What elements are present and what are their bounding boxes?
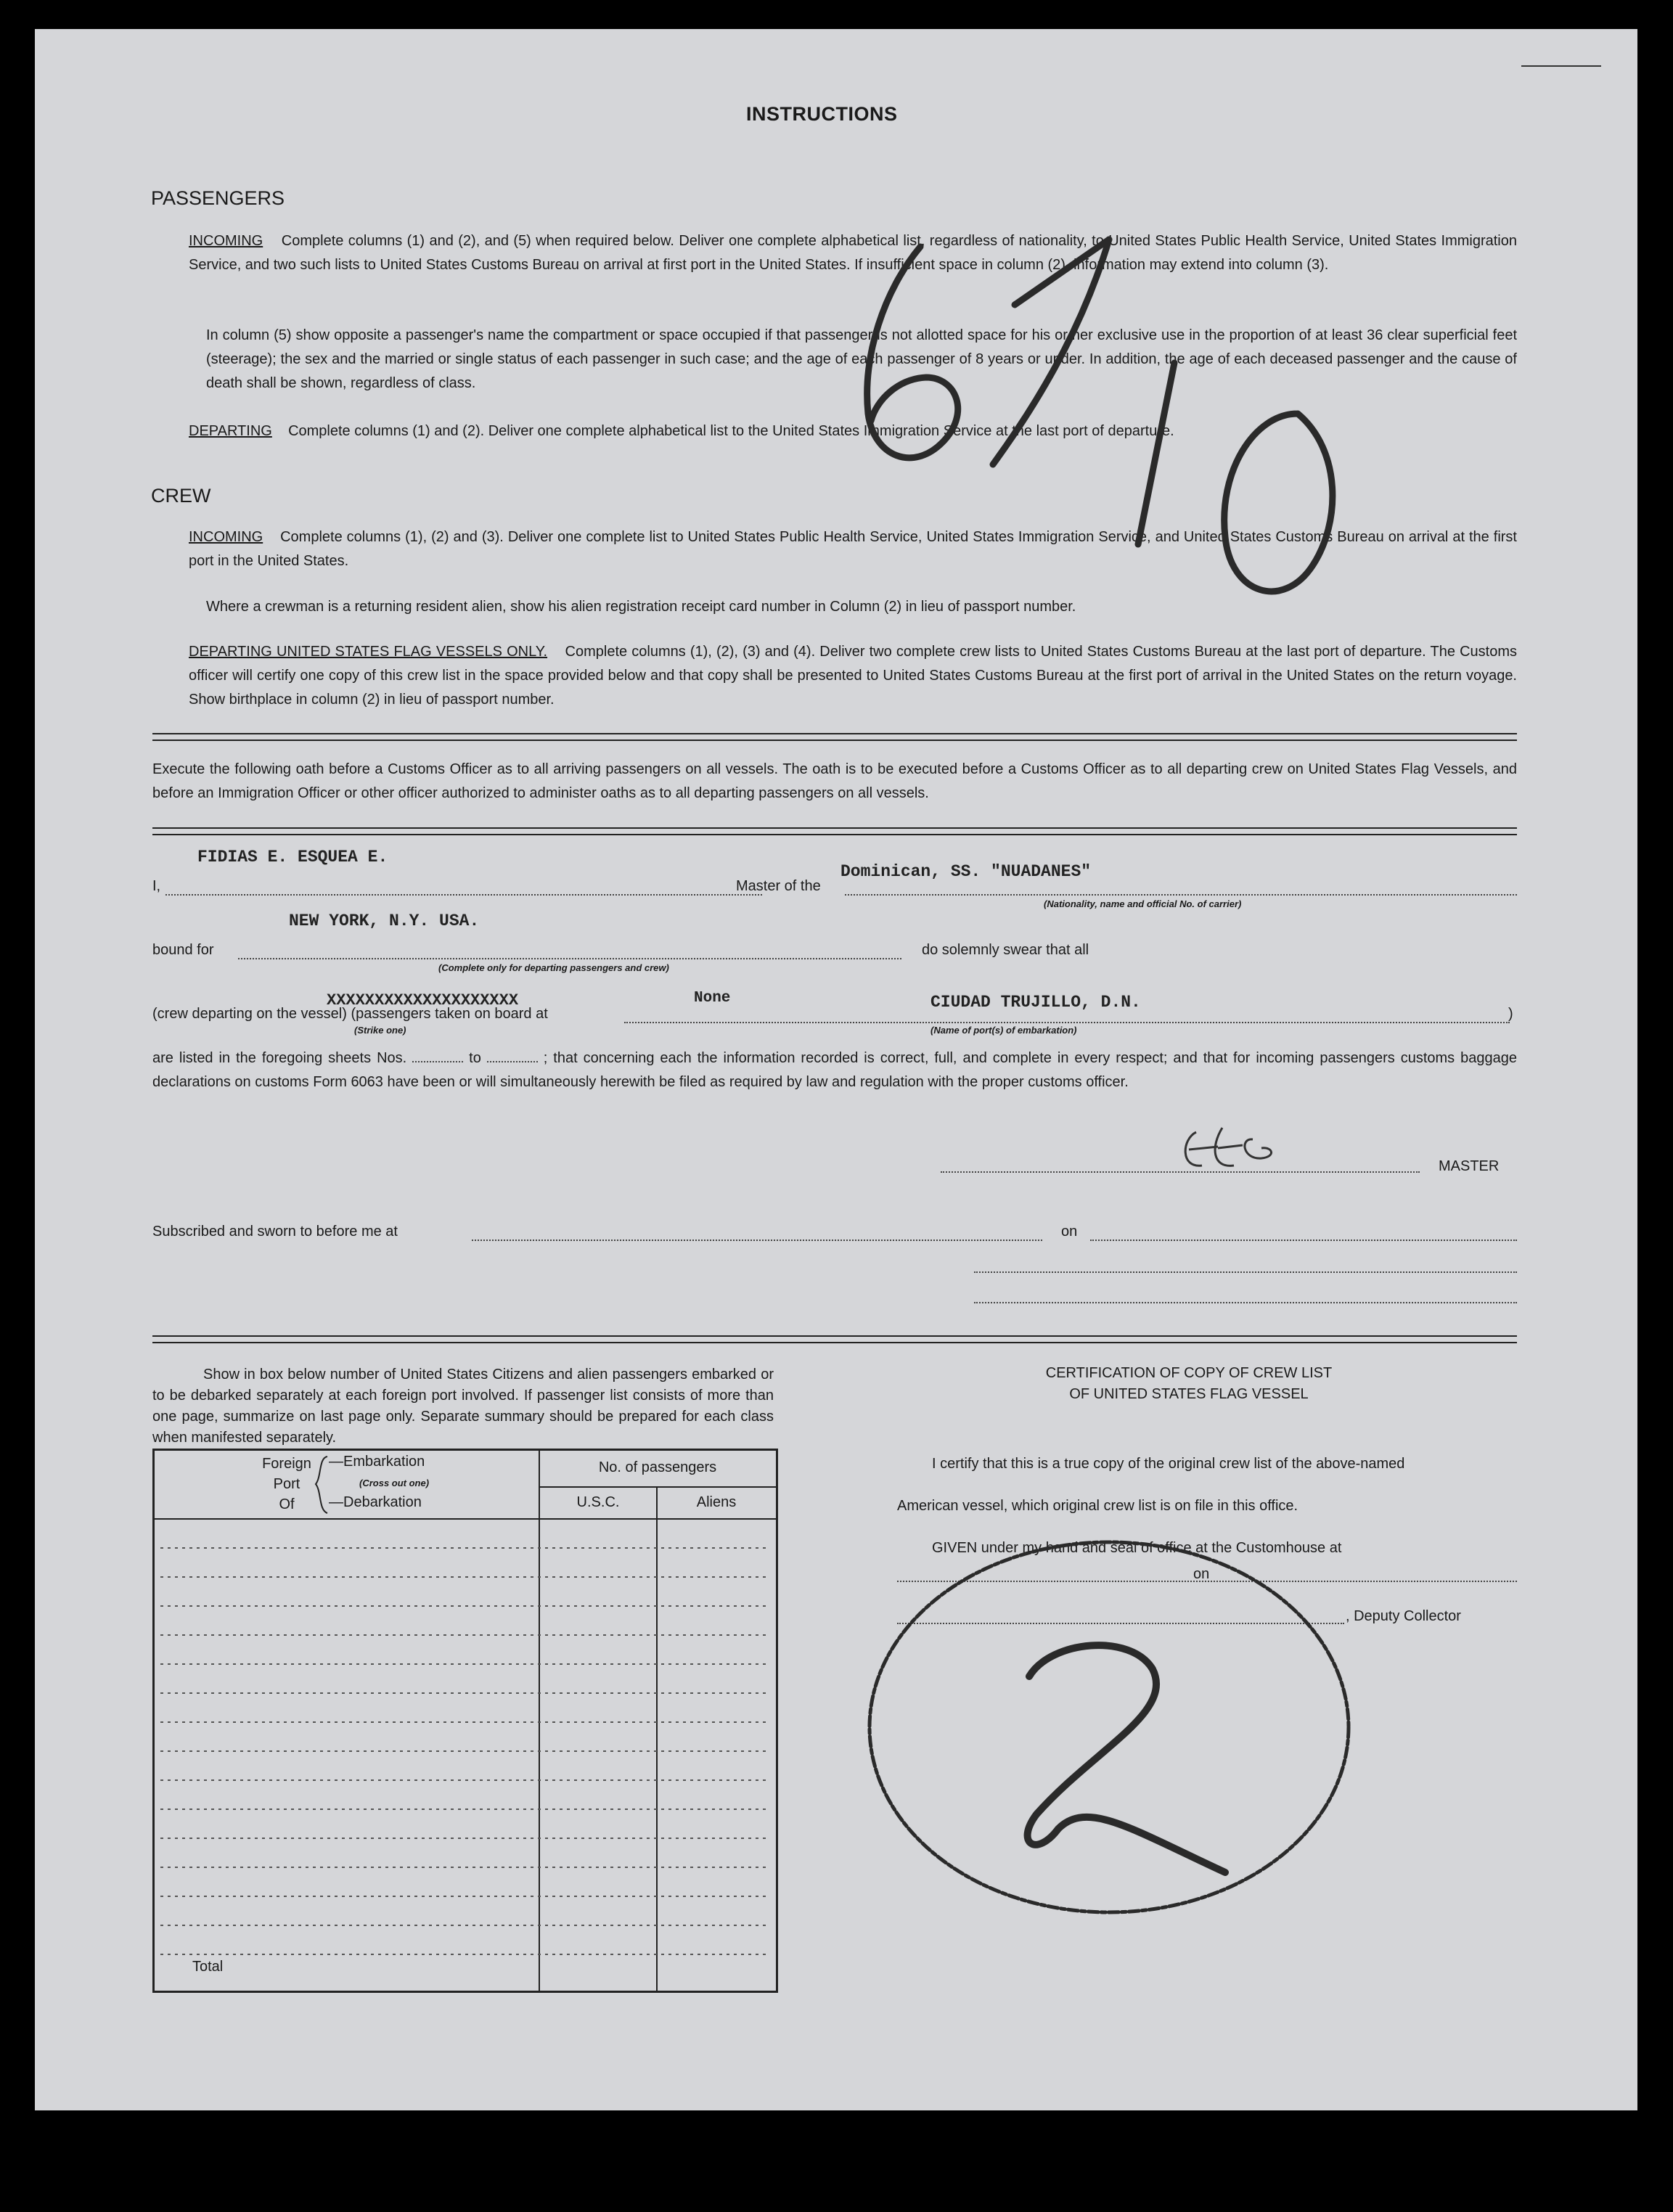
- listed-text-a: are listed in the foregoing sheets Nos.: [152, 1050, 407, 1066]
- embarkation-option[interactable]: —Embarkation: [329, 1454, 425, 1470]
- struck-out-value: XXXXXXXXXXXXXXXXXXXX: [327, 991, 519, 1009]
- certification-title-line-1: CERTIFICATION OF COPY OF CREW LIST: [1045, 1365, 1333, 1381]
- passengers-incoming-text: Complete columns (1) and (2), and (5) when required below. Deliver one complete alphabetical list, regardless of nationality, to United States Public Health Service, United States Immigration Service, and two such lists to United States Customs Bureau on arrival at first port in the United States. If insufficient space in column (2), information may extend into column (3).: [189, 233, 1517, 273]
- vessel-line[interactable]: [845, 894, 1517, 896]
- passengers-departing-label: DEPARTING: [189, 423, 272, 439]
- port-line[interactable]: [624, 1022, 1510, 1023]
- certification-title: [855, 1363, 1523, 1405]
- certification-on-label: on: [1193, 1566, 1210, 1582]
- no-passengers-header: No. of passengers: [598, 1459, 717, 1475]
- listed-paragraph: [152, 1046, 1517, 1094]
- summary-instructions: Show in box below number of United States Citizens and alien passengers embarked or to be debarked separately at each foreign port involved. If passenger list consists of more than one page, summarize on last page only. Separate summary should be prepared for each class when manifested separately.: [152, 1367, 774, 1446]
- certify-text-b: American vessel, which original crew list is on file in this office.: [897, 1498, 1298, 1514]
- aliens-header: Aliens: [696, 1494, 737, 1510]
- officer-signature-line-2[interactable]: [974, 1302, 1517, 1303]
- oath-intro: Execute the following oath before a Customs Officer as to all arriving passengers on all vessels. The oath is to be executed before a Customs Officer as to all departing crew on United States Flag Vessels, and before an Immigration Officer or other officer authorized to administer oaths as to all departing passengers on all vessels.: [152, 761, 1517, 801]
- bound-caption: (Complete only for departing passengers and crew): [438, 962, 669, 973]
- crew-resident-paragraph: Where a crewman is a returning resident alien, show his alien registration receipt card number in Column (2) in lieu of passport number.: [206, 599, 1076, 615]
- summary-divider: [152, 1335, 1517, 1343]
- swear-label: do solemnly swear that all: [922, 942, 1089, 958]
- crew-heading: CREW: [151, 485, 211, 507]
- vessel-value: Dominican, SS. "NUADANES": [840, 862, 1092, 881]
- foreign-word: Foreign: [262, 1456, 311, 1472]
- certification-title-line-2: OF UNITED STATES FLAG VESSEL: [1069, 1386, 1309, 1402]
- of-word: Of: [279, 1496, 295, 1512]
- page-title: INSTRUCTIONS: [746, 103, 898, 125]
- vessel-caption: (Nationality, name and official No. of carrier): [1044, 898, 1242, 909]
- officer-signature-line-1[interactable]: [974, 1271, 1517, 1273]
- crew-incoming-text: Complete columns (1), (2) and (3). Deliver one complete list to United States Public Health Service, United States Immigration Service, and United States Customs Bureau on arrival at the first port in the United States.: [189, 529, 1517, 569]
- subscribed-label: Subscribed and sworn to before me at: [152, 1224, 398, 1240]
- handwritten-page-fraction: [833, 232, 1399, 639]
- subscribed-date-line[interactable]: [1090, 1240, 1517, 1241]
- document-page: [35, 29, 1637, 2110]
- strike-caption: (Strike one): [354, 1025, 406, 1036]
- crew-departing-label: DEPARTING UNITED STATES FLAG VESSELS ONLY.: [189, 644, 548, 660]
- bound-for-value: NEW YORK, N.Y. USA.: [289, 912, 480, 930]
- port-value: CIUDAD TRUJILLO, D.N.: [930, 993, 1141, 1012]
- passengers-departing-text: Complete columns (1) and (2). Deliver one complete alphabetical list to the United States Immigration Service at the last port of departure.: [288, 423, 1174, 439]
- crew-departing-text: Complete columns (1), (2), (3) and (4). Deliver two complete crew lists to United States Customs Bureau at the last port of departure. The Customs officer will certify one copy of this crew list in the space provided below and that copy shall be presented to United States Customs Bureau at the first port of arrival in the United States on the return voyage. Show birthplace in column (2) in lieu of passport number.: [189, 644, 1517, 708]
- master-name-line[interactable]: [165, 894, 762, 896]
- none-value: None: [694, 990, 731, 1007]
- sheet-to-field[interactable]: [487, 1061, 538, 1062]
- to-label: to: [469, 1050, 481, 1066]
- given-text: GIVEN under my hand and seal of office at the Customhouse at: [932, 1540, 1342, 1556]
- total-label: Total: [192, 1959, 224, 1975]
- bound-for-line[interactable]: [238, 958, 901, 959]
- listed-text-b: ; that concerning each the information recorded is correct, full, and complete in every respect; and that for incoming passengers customs baggage declarations on customs Form 6063 have been or will simultaneously herewith be filed as required by law and regulation with the proper customs officer.: [152, 1050, 1517, 1090]
- certify-text-a: I certify that this is a true copy of the original crew list of the above-named: [932, 1456, 1405, 1472]
- cross-out-caption: (Cross out one): [359, 1478, 430, 1488]
- subscribed-on-label: on: [1061, 1224, 1078, 1240]
- master-label: MASTER: [1439, 1158, 1500, 1174]
- close-paren: ): [1508, 1006, 1513, 1022]
- crew-incoming-label: INCOMING: [189, 529, 263, 545]
- crew-departing-paragraph: [189, 640, 1517, 712]
- master-name-value: FIDIAS E. ESQUEA E.: [197, 848, 388, 867]
- oath-divider: [152, 827, 1517, 835]
- passenger-summary-table: [152, 1449, 778, 1993]
- passengers-heading: PASSENGERS: [151, 187, 285, 209]
- usc-header: U.S.C.: [576, 1494, 620, 1510]
- bound-for-label: bound for: [152, 942, 214, 958]
- debarkation-option[interactable]: —Debarkation: [329, 1494, 422, 1510]
- section-divider: [152, 733, 1517, 741]
- port-caption: (Name of port(s) of embarkation): [930, 1025, 1077, 1036]
- crew-departing-on-vessel-label: (crew departing on the vessel) (passengers taken on board at: [152, 1006, 548, 1022]
- subscribed-place-line[interactable]: [472, 1240, 1042, 1241]
- master-of-label: Master of the: [736, 878, 821, 894]
- passengers-column5-paragraph: In column (5) show opposite a passenger's name the compartment or space occupied if that passenger is not allotted space for his or her exclusive use in the proportion of at least 36 clear superficial feet (steerage); the sex and the married or single status of each passenger in such case; and the age of each passenger of 8 years or under. In addition, the age of each deceased passenger and the cause of death shall be shown, regardless of class.: [206, 327, 1517, 391]
- sheet-from-field[interactable]: [412, 1061, 463, 1062]
- passengers-incoming-label: INCOMING: [189, 233, 263, 249]
- deputy-collector-label: , Deputy Collector: [1346, 1608, 1461, 1624]
- master-signature: [1167, 1118, 1327, 1183]
- master-signature-line[interactable]: [941, 1171, 1420, 1173]
- port-word: Port: [273, 1476, 300, 1492]
- table-grid: [155, 1451, 776, 1991]
- i-label: I,: [152, 878, 161, 894]
- foreign-port-label: [250, 1454, 323, 1515]
- corner-mark: [1521, 65, 1601, 67]
- circled-number-stamp: [819, 1510, 1399, 1959]
